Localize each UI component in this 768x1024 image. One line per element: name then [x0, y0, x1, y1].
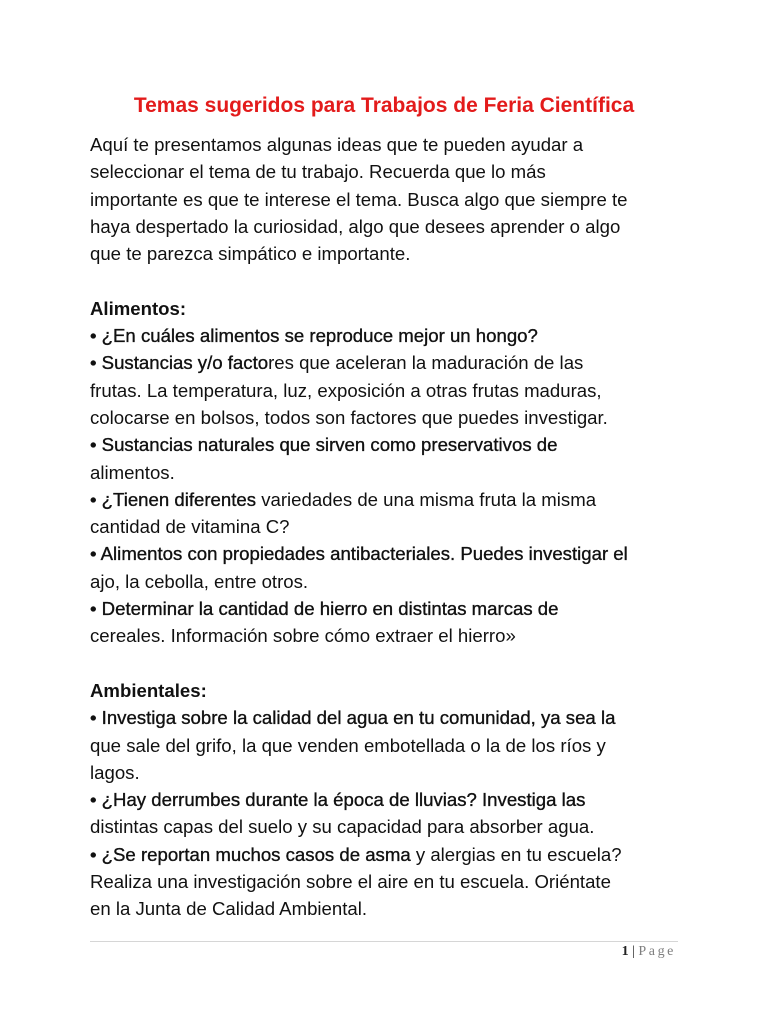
list-item [90, 595, 690, 650]
list-item [90, 786, 690, 841]
item-continuation: distintas capas del suelo y su capacidad para absorber agua. [90, 816, 595, 838]
page-label: Page [638, 944, 676, 959]
item-continuation: en la Junta de Calidad Ambiental. [90, 898, 368, 920]
intro-line: haya despertado la curiosidad, algo que desees aprender o algo [90, 215, 621, 237]
item-continuation: que sale del grifo, la que venden embotellada o la de los ríos y [90, 734, 606, 756]
item-lead: • ¿Se reportan muchos casos de asma [90, 843, 411, 865]
document-title: Temas sugeridos para Trabajos de Feria Científica [133, 94, 635, 117]
intro-line: Aquí te presentamos algunas ideas que te pueden ayudar a [90, 134, 584, 155]
item-lead: • ¿En cuáles alimentos se reproduce mejor un hongo? [90, 325, 538, 347]
item-continuation: ajo, la cebolla, entre otros. [90, 570, 309, 592]
section-ambientales [90, 677, 690, 923]
item-rest: res que aceleran la maduración de las [268, 352, 584, 374]
list-item [90, 322, 690, 349]
list-item [90, 349, 690, 431]
footer-divider [90, 941, 678, 942]
page-number: 1 [621, 944, 629, 959]
item-continuation: alimentos. [90, 461, 175, 483]
item-lead: • Investiga sobre la calidad del agua en tu comunidad, ya sea la [90, 707, 616, 729]
section-alimentos [90, 295, 690, 650]
item-rest: variedades de una misma fruta la misma [256, 488, 597, 510]
item-continuation: cantidad de vitamina C? [90, 516, 290, 538]
intro-paragraph [90, 131, 690, 267]
item-lead: • Sustancias naturales que sirven como preservativos de [90, 434, 558, 456]
list-item [90, 841, 690, 923]
list-item [90, 486, 690, 541]
item-continuation: frutas. La temperatura, luz, exposición a otras frutas maduras, [90, 379, 602, 401]
item-continuation: cereales. Información sobre cómo extraer el hierro» [90, 625, 516, 647]
item-lead: • Alimentos con propiedades antibacteriales. Puedes investigar el [90, 543, 628, 565]
item-continuation: colocarse en bolsos, todos son factores que puedes investigar. [90, 406, 608, 428]
item-lead: • ¿Hay derrumbes durante la época de lluvias? Investiga las [90, 789, 586, 811]
document-body [90, 131, 690, 950]
item-continuation: lagos. [90, 761, 140, 783]
item-lead: • Determinar la cantidad de hierro en distintas marcas de [90, 598, 559, 620]
item-continuation: Realiza una investigación sobre el aire en tu escuela. Oriéntate [90, 871, 611, 893]
page-footer [622, 944, 676, 960]
item-rest: y alergias en tu escuela? [410, 843, 622, 865]
item-lead: • Sustancias y/o facto [90, 352, 269, 374]
footer-separator: | [628, 944, 639, 959]
list-item [90, 540, 690, 595]
intro-line: importante es que te interese el tema. Busca algo que siempre te [90, 188, 628, 210]
list-item [90, 704, 690, 786]
section-heading: Alimentos: [90, 297, 187, 319]
intro-line: que te parezca simpático e importante. [90, 243, 411, 265]
list-item [90, 431, 690, 486]
intro-line: seleccionar el tema de tu trabajo. Recuerda que lo más [90, 161, 546, 183]
section-heading: Ambientales: [90, 679, 207, 701]
item-lead: • ¿Tienen diferentes [90, 488, 257, 510]
